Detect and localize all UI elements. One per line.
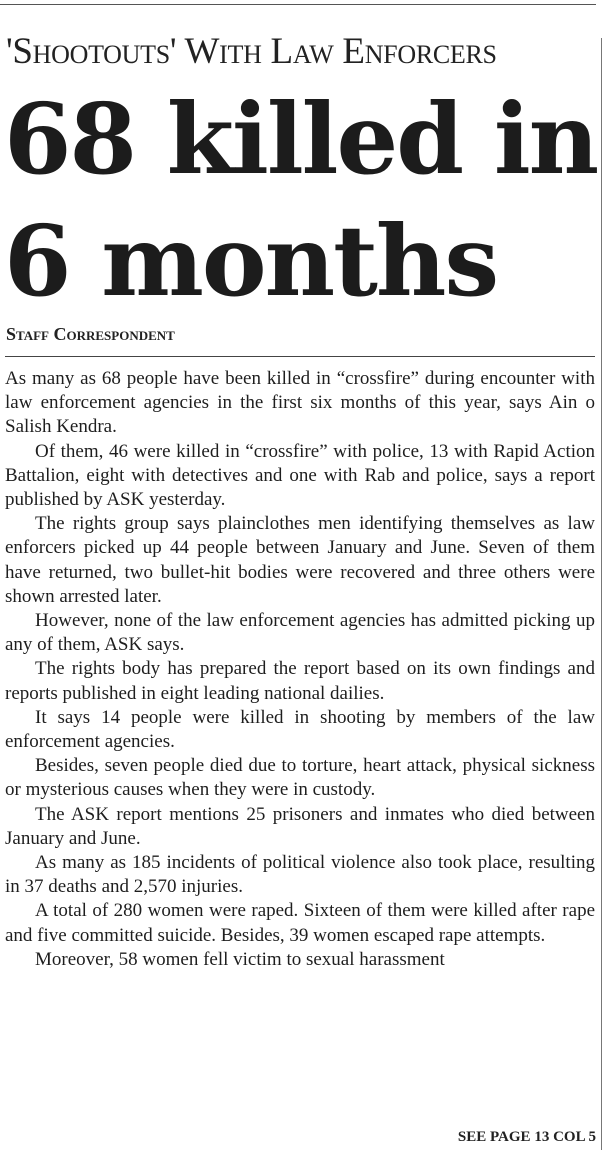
- headline: [4, 78, 600, 322]
- paragraph: As many as 68 people have been killed in “crossfire” during encounter with law enforcement agencies in the first six months of this year, says Ain o Salish Kendra.: [5, 368, 595, 438]
- paragraph: Besides, seven people died due to torture, heart attack, physical sickness or mysterious causes when they were in custody.: [5, 755, 595, 801]
- paragraph: The rights body has prepared the report based on its own findings and reports published in eight leading national dailies.: [5, 658, 595, 704]
- top-rule: [0, 4, 596, 5]
- paragraph: Of them, 46 were killed in “crossfire” with police, 13 with Rapid Action Battalion, eight with detectives and one with Rab and police, says a report published by ASK yesterday.: [5, 440, 595, 511]
- jump-line: SEE PAGE 13 COL 5: [457, 1129, 596, 1145]
- article-body: [5, 367, 595, 972]
- paragraph: The rights group says plainclothes men identifying themselves as law enforcers picked up 44 people between January and June. Seven of them have returned, two bullet-hit bodies were recovered and three others were shown arrested later.: [5, 513, 595, 607]
- paragraph: It says 14 people were killed in shooting by members of the law enforcement agencies.: [5, 706, 595, 753]
- headline-line-2: 6 months: [4, 204, 498, 318]
- paragraph: A total of 280 women were raped. Sixteen of them were killed after rape and five committed suicide. Besides, 39 women escaped rape attempts.: [5, 900, 595, 946]
- paragraph: Moreover, 58 women fell victim to sexual harassment: [35, 948, 445, 970]
- headline-line-1: 68 killed in: [4, 82, 598, 196]
- kicker: 'Shootouts' With Law Enforcers: [6, 31, 497, 72]
- paragraph: As many as 185 incidents of political violence also took place, resulting in 37 deaths and 2,570 injuries.: [5, 852, 595, 898]
- byline: Staff Correspondent: [6, 324, 175, 344]
- paragraph: The ASK report mentions 25 prisoners and inmates who died between January and June.: [5, 803, 595, 849]
- paragraph: However, none of the law enforcement agencies has admitted picking up any of them, ASK says.: [5, 610, 595, 656]
- column-rule: [601, 38, 602, 1150]
- byline-rule: [5, 356, 595, 357]
